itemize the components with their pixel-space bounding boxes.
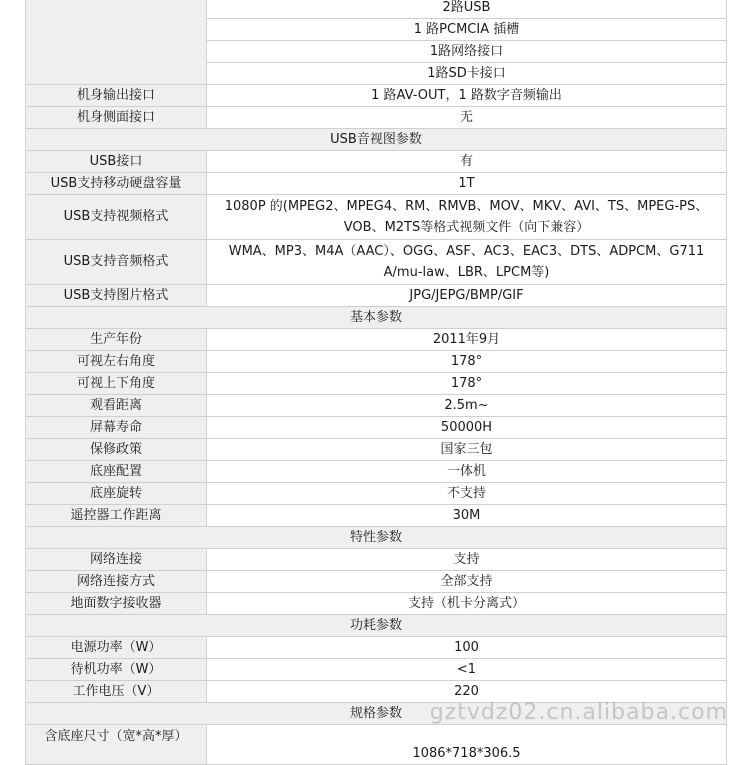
table-row bbox=[26, 483, 727, 505]
section-title: 功耗参数 bbox=[26, 615, 727, 637]
row-label: 可视左右角度 bbox=[26, 351, 207, 373]
table-row bbox=[26, 373, 727, 395]
row-value: 220 bbox=[207, 681, 727, 703]
row-value: 不支持 bbox=[207, 483, 727, 505]
table-row bbox=[26, 549, 727, 571]
row-value: WMA、MP3、M4A（AAC）、OGG、ASF、AC3、EAC3、DTS、ADPCM、G711 A/mu-law、LBR、LPCM等) bbox=[207, 240, 727, 285]
row-value: 无 bbox=[207, 107, 727, 129]
table-row bbox=[26, 659, 727, 681]
row-value: 2.5m~ bbox=[207, 395, 727, 417]
section-title: 特性参数 bbox=[26, 527, 727, 549]
table-row bbox=[26, 461, 727, 483]
table-row bbox=[26, 285, 727, 307]
table-row bbox=[26, 240, 727, 285]
row-value: 支持（机卡分离式） bbox=[207, 593, 727, 615]
section-header bbox=[26, 307, 727, 329]
row-value: 1 路PCMCIA 插槽 bbox=[207, 19, 727, 41]
table-row bbox=[26, 151, 727, 173]
spec-table bbox=[25, 0, 727, 765]
row-label: 可视上下角度 bbox=[26, 373, 207, 395]
row-value: JPG/JEPG/BMP/GIF bbox=[207, 285, 727, 307]
row-value: 支持 bbox=[207, 549, 727, 571]
row-value: 50000H bbox=[207, 417, 727, 439]
row-value: 1T bbox=[207, 173, 727, 195]
row-value: 1086*718*306.5 bbox=[207, 725, 727, 765]
row-label: 机身输出接口 bbox=[26, 85, 207, 107]
section-title: USB音视图参数 bbox=[26, 129, 727, 151]
table-row bbox=[26, 637, 727, 659]
row-label: 生产年份 bbox=[26, 329, 207, 351]
row-value: 全部支持 bbox=[207, 571, 727, 593]
table-row bbox=[26, 173, 727, 195]
row-label: USB支持图片格式 bbox=[26, 285, 207, 307]
watermark: gztvdz02.cn.alibaba.com bbox=[429, 700, 728, 725]
row-value: 2011年9月 bbox=[207, 329, 727, 351]
row-value: 2路USB bbox=[207, 0, 727, 19]
table-row bbox=[26, 329, 727, 351]
row-value: 1路网络接口 bbox=[207, 41, 727, 63]
row-label: 观看距离 bbox=[26, 395, 207, 417]
row-label: 底座旋转 bbox=[26, 483, 207, 505]
row-value: <1 bbox=[207, 659, 727, 681]
table-row bbox=[26, 505, 727, 527]
row-label bbox=[26, 0, 207, 85]
table-row bbox=[26, 85, 727, 107]
row-label: USB支持音频格式 bbox=[26, 240, 207, 285]
table-row bbox=[26, 351, 727, 373]
row-label: USB支持移动硬盘容量 bbox=[26, 173, 207, 195]
row-label: 工作电压（V） bbox=[26, 681, 207, 703]
row-value: 1路SD卡接口 bbox=[207, 63, 727, 85]
row-value: 一体机 bbox=[207, 461, 727, 483]
row-value: 有 bbox=[207, 151, 727, 173]
row-label: 保修政策 bbox=[26, 439, 207, 461]
section-header bbox=[26, 129, 727, 151]
row-label: 网络连接 bbox=[26, 549, 207, 571]
table-row bbox=[26, 195, 727, 240]
row-label: USB接口 bbox=[26, 151, 207, 173]
row-label: 含底座尺寸（宽*高*厚） bbox=[26, 725, 207, 765]
table-row bbox=[26, 107, 727, 129]
row-value: 1080P 的(MPEG2、MPEG4、RM、RMVB、MOV、MKV、AVI、TS、MPEG-PS、VOB、M2TS等格式视频文件（向下兼容） bbox=[207, 195, 727, 240]
table-row bbox=[26, 395, 727, 417]
table-row bbox=[26, 593, 727, 615]
row-label: 屏幕寿命 bbox=[26, 417, 207, 439]
row-label: 网络连接方式 bbox=[26, 571, 207, 593]
row-label: 电源功率（W） bbox=[26, 637, 207, 659]
table-row bbox=[26, 417, 727, 439]
table-row bbox=[26, 571, 727, 593]
section-title: 基本参数 bbox=[26, 307, 727, 329]
row-value: 国家三包 bbox=[207, 439, 727, 461]
row-label: 待机功率（W） bbox=[26, 659, 207, 681]
section-header bbox=[26, 527, 727, 549]
section-header bbox=[26, 615, 727, 637]
row-value: 178° bbox=[207, 373, 727, 395]
row-label: 机身侧面接口 bbox=[26, 107, 207, 129]
section-title: 规格参数 bbox=[26, 703, 727, 725]
table-row bbox=[26, 725, 727, 765]
row-value: 30M bbox=[207, 505, 727, 527]
row-label: 地面数字接收器 bbox=[26, 593, 207, 615]
row-label: USB支持视频格式 bbox=[26, 195, 207, 240]
row-value: 100 bbox=[207, 637, 727, 659]
table-row bbox=[26, 0, 727, 19]
row-label: 遥控器工作距离 bbox=[26, 505, 207, 527]
row-value: 1 路AV-OUT，1 路数字音频输出 bbox=[207, 85, 727, 107]
row-value: 178° bbox=[207, 351, 727, 373]
row-label: 底座配置 bbox=[26, 461, 207, 483]
table-row bbox=[26, 439, 727, 461]
